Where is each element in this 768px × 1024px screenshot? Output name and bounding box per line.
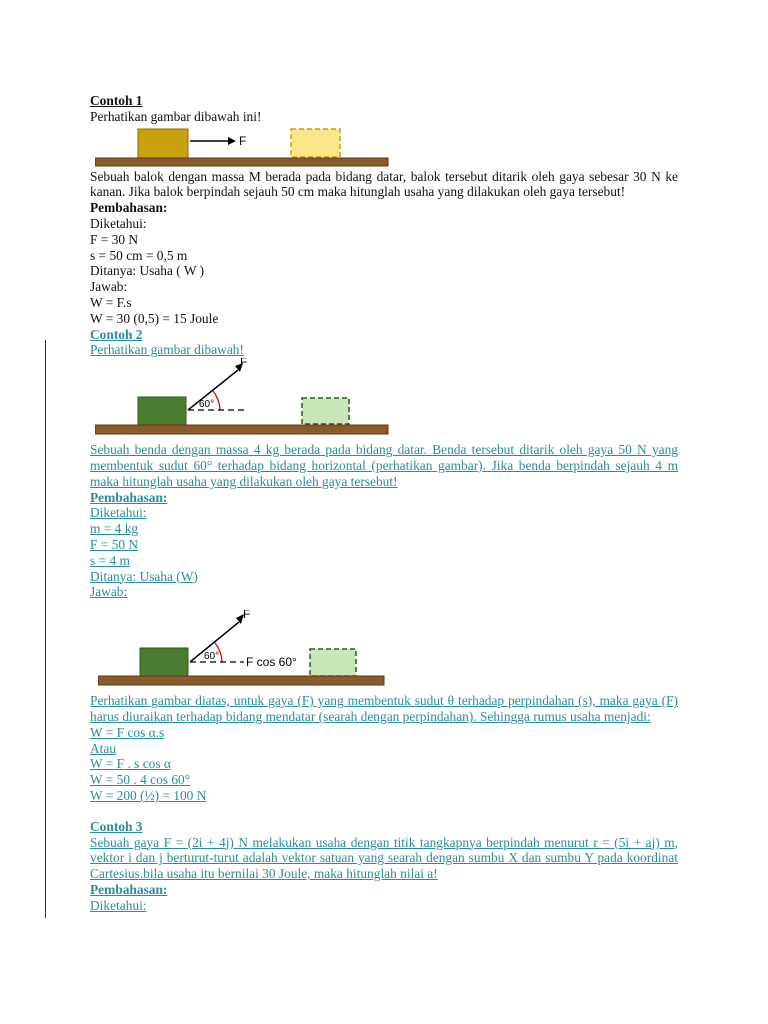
block-start xyxy=(138,129,188,158)
floor-surface xyxy=(95,425,388,434)
example-3-pembahasan: Pembahasan: xyxy=(90,881,168,897)
example-2-line: m = 4 kg xyxy=(90,521,139,537)
example-3-problem: Sebuah gaya F = (2i + 4j) N melakukan usaha dengan titik tangkapnya berpindah menurut r = (5i + aj) m, vektor i dan j berturut-turut adalah vektor satuan yang searah dengan sumbu X dan sumbu Y pada koordinat Cartesius.bila usaha itu bernilai 30 Joule, maka hitunglah nilai a! xyxy=(90,834,678,882)
example-1-line: s = 50 cm = 0,5 m xyxy=(90,247,188,263)
example-1-line: F = 30 N xyxy=(90,231,139,247)
force-label: F xyxy=(243,610,251,622)
example-2-intro: Perhatikan gambar dibawah! xyxy=(90,342,244,358)
block-end-dashed xyxy=(291,129,340,157)
example-2-line: Jawab: xyxy=(90,584,128,600)
example-2-title: Contoh 2 xyxy=(90,326,143,342)
floor-surface xyxy=(95,158,388,166)
force-label: F xyxy=(240,358,248,370)
example-1-line: W = F.s xyxy=(90,294,132,310)
angle-label: 60° xyxy=(199,399,215,411)
example-1-line: Jawab: xyxy=(90,279,128,295)
block-end-dashed xyxy=(310,649,356,676)
example-2-line: Ditanya: Usaha (W) xyxy=(90,568,198,584)
example-1-problem: Sebuah balok dengan massa M berada pada bidang datar, balok tersebut ditarik oleh gaya sebesar 30 N ke kanan. Jika balok berpindah sejauh 50 cm maka hitunglah usaha yang dilakukan oleh gaya tersebut! xyxy=(90,168,678,200)
example-3-title: Contoh 3 xyxy=(90,818,143,834)
force-label: F xyxy=(239,133,247,148)
example-3-line: Diketahui: xyxy=(90,897,147,913)
example-1-title: Contoh 1 xyxy=(90,93,143,108)
block-end-dashed xyxy=(302,398,349,424)
figure-3 xyxy=(98,610,398,692)
example-2-formula: W = 50 . 4 cos 60° xyxy=(90,772,191,788)
example-2-problem: Sebuah benda dengan massa 4 kg berada pada bidang datar. Benda tersebut ditarik oleh gaya 50 N yang membentuk sudut 60° terhadap bidang horizontal (perhatikan gambar). Jika benda berpindah sejauh 4 m maka hitunglah usaha yang dilakukan oleh gaya tersebut! xyxy=(90,442,678,489)
angle-label: 60° xyxy=(204,651,220,663)
example-2-line: Diketahui: xyxy=(90,505,147,521)
example-1-pembahasan: Pembahasan: xyxy=(90,200,168,216)
force-arrowhead xyxy=(228,137,236,145)
example-2-pembahasan: Pembahasan: xyxy=(90,489,168,505)
example-2-line: s = 4 m xyxy=(90,552,130,568)
margin-line xyxy=(45,340,46,918)
example-2-formula: W = 200 (½) = 100 N xyxy=(90,787,207,803)
block-start xyxy=(138,397,186,425)
document-page xyxy=(90,93,678,913)
example-1-line: Diketahui: xyxy=(90,215,147,231)
figure-1 xyxy=(95,125,395,167)
example-2-explanation: Perhatikan gambar diatas, untuk gaya (F) yang membentuk sudut θ terhadap perpindahan (s), maka gaya (F) harus diuraikan terhadap bidang mendatar (searah dengan perpindahan). Sehingga rumus usaha menjadi: xyxy=(90,693,678,724)
example-2-line: F = 50 N xyxy=(90,536,139,552)
example-1-line: Ditanya: Usaha ( W ) xyxy=(90,263,205,279)
figure-2 xyxy=(95,358,395,440)
example-1-line: W = 30 (0,5) = 15 Joule xyxy=(90,310,219,326)
floor-surface xyxy=(98,676,384,685)
component-label: F cos 60° xyxy=(246,655,297,670)
example-1-intro: Perhatikan gambar dibawah ini! xyxy=(90,108,262,124)
example-2-formula: W = F cos α.s xyxy=(90,724,165,740)
block-start xyxy=(140,648,188,676)
example-2-formula: W = F . s cos α xyxy=(90,756,171,772)
example-2-formula: Atau xyxy=(90,740,117,756)
